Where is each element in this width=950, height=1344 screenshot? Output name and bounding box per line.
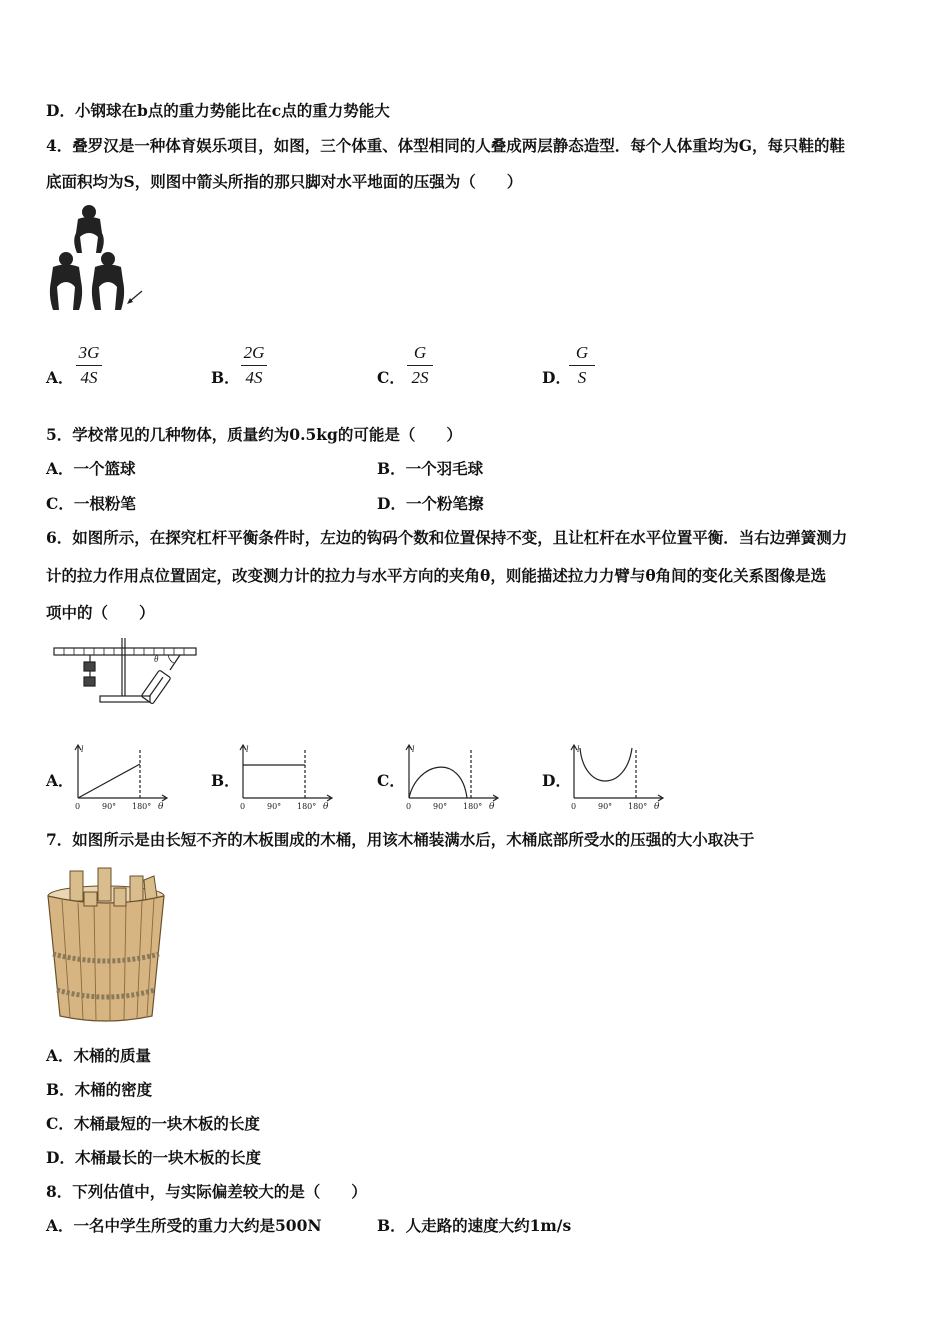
svg-text:θ: θ [154, 654, 159, 664]
q4-option-c-label: C． [377, 368, 405, 387]
q6-stem-line3: 项中的（ ） [46, 603, 155, 622]
q6-graph-b-tick-180: 180° [297, 802, 317, 811]
q6-graph-b-tick-90: 90° [267, 802, 282, 811]
q6-graph-c-yvar: l [412, 745, 415, 754]
q4-stem-line1: 4．叠罗汉是一种体育娱乐项目，如图，三个体重、体型相同的人叠成两层静态造型．每个人体重均为G，每只鞋的鞋 [46, 136, 846, 155]
q6-graph-c [403, 742, 503, 812]
q5-option-d: D．一个粉笔擦 [377, 494, 484, 513]
q6-graph-a-tick-90: 90° [102, 802, 117, 811]
q7-option-d: D．木桶最长的一块木板的长度 [46, 1148, 261, 1167]
q6-graph-b [237, 742, 337, 812]
q6-graph-d-yvar: l [577, 745, 580, 754]
q6-graph-b-origin: 0 [240, 802, 246, 811]
q3-option-d: D．小钢球在b点的重力势能比在c点的重力势能大 [46, 101, 390, 120]
q6-graph-a [72, 742, 172, 812]
q6-graph-a-yvar: l [81, 745, 84, 754]
q8-option-a: A．一名中学生所受的重力大约是500N [46, 1216, 322, 1235]
q6-graph-a-tick-180: 180° [132, 802, 152, 811]
q4-option-a-fraction: 3G 4S [72, 343, 106, 388]
q4-option-b-label: B． [211, 368, 240, 387]
q6-graph-d-tick-180: 180° [628, 802, 648, 811]
q6-graph-d-xvar: θ [654, 802, 660, 812]
q6-graph-d-tick-90: 90° [598, 802, 613, 811]
q4-option-a-label: A． [46, 368, 74, 387]
lever-apparatus-figure [50, 634, 202, 710]
q4-option-d-fraction: G S [565, 343, 599, 388]
q8-stem: 8．下列估值中，与实际偏差较大的是（ ） [46, 1182, 367, 1201]
q6-stem-line2: 计的拉力作用点位置固定，改变测力计的拉力与水平方向的夹角θ，则能描述拉力力臂与θ角间的变化关系图像是选 [46, 566, 827, 585]
q6-option-a-label: A． [46, 771, 74, 790]
q7-option-a: A．木桶的质量 [46, 1046, 152, 1065]
q4-option-b-fraction: 2G 4S [237, 343, 271, 388]
q5-option-c: C．一根粉笔 [46, 494, 136, 513]
q6-graph-b-yvar: l [246, 745, 249, 754]
q7-option-b: B．木桶的密度 [46, 1080, 153, 1099]
q6-graph-c-tick-90: 90° [433, 802, 448, 811]
q5-option-b: B．一个羽毛球 [377, 459, 484, 478]
q5-option-a: A．一个篮球 [46, 459, 136, 478]
q6-option-d-label: D． [542, 771, 571, 790]
q6-graph-d-origin: 0 [571, 802, 577, 811]
q6-stem-line1: 6．如图所示，在探究杠杆平衡条件时，左边的钩码个数和位置保持不变，且让杠杆在水平位置平衡．当右边弹簧测力 [46, 528, 848, 547]
q6-option-b-label: B． [211, 771, 240, 790]
q8-option-b: B．人走路的速度大约1m/s [377, 1216, 572, 1235]
q4-option-c-fraction: G 2S [403, 343, 437, 388]
q6-graph-a-xvar: θ [158, 802, 164, 812]
q6-graph-d [568, 742, 668, 812]
q4-option-d-label: D． [542, 368, 571, 387]
q6-graph-b-xvar: θ [323, 802, 329, 812]
wooden-bucket-figure [46, 866, 168, 1028]
human-pyramid-figure [44, 203, 146, 315]
q6-graph-a-origin: 0 [75, 802, 81, 811]
q5-stem: 5．学校常见的几种物体，质量约为0.5kg的可能是（ ） [46, 425, 462, 444]
q7-stem: 7．如图所示是由长短不齐的木板围成的木桶，用该木桶装满水后，木桶底部所受水的压强的大小取决于 [46, 830, 755, 849]
q4-stem-line2: 底面积均为S，则图中箭头所指的那只脚对水平地面的压强为（ ） [46, 172, 523, 191]
q7-option-c: C．木桶最短的一块木板的长度 [46, 1114, 260, 1133]
q6-option-c-label: C． [377, 771, 405, 790]
q6-graph-c-xvar: θ [489, 802, 495, 812]
q6-graph-c-tick-180: 180° [463, 802, 483, 811]
q6-graph-c-origin: 0 [406, 802, 412, 811]
